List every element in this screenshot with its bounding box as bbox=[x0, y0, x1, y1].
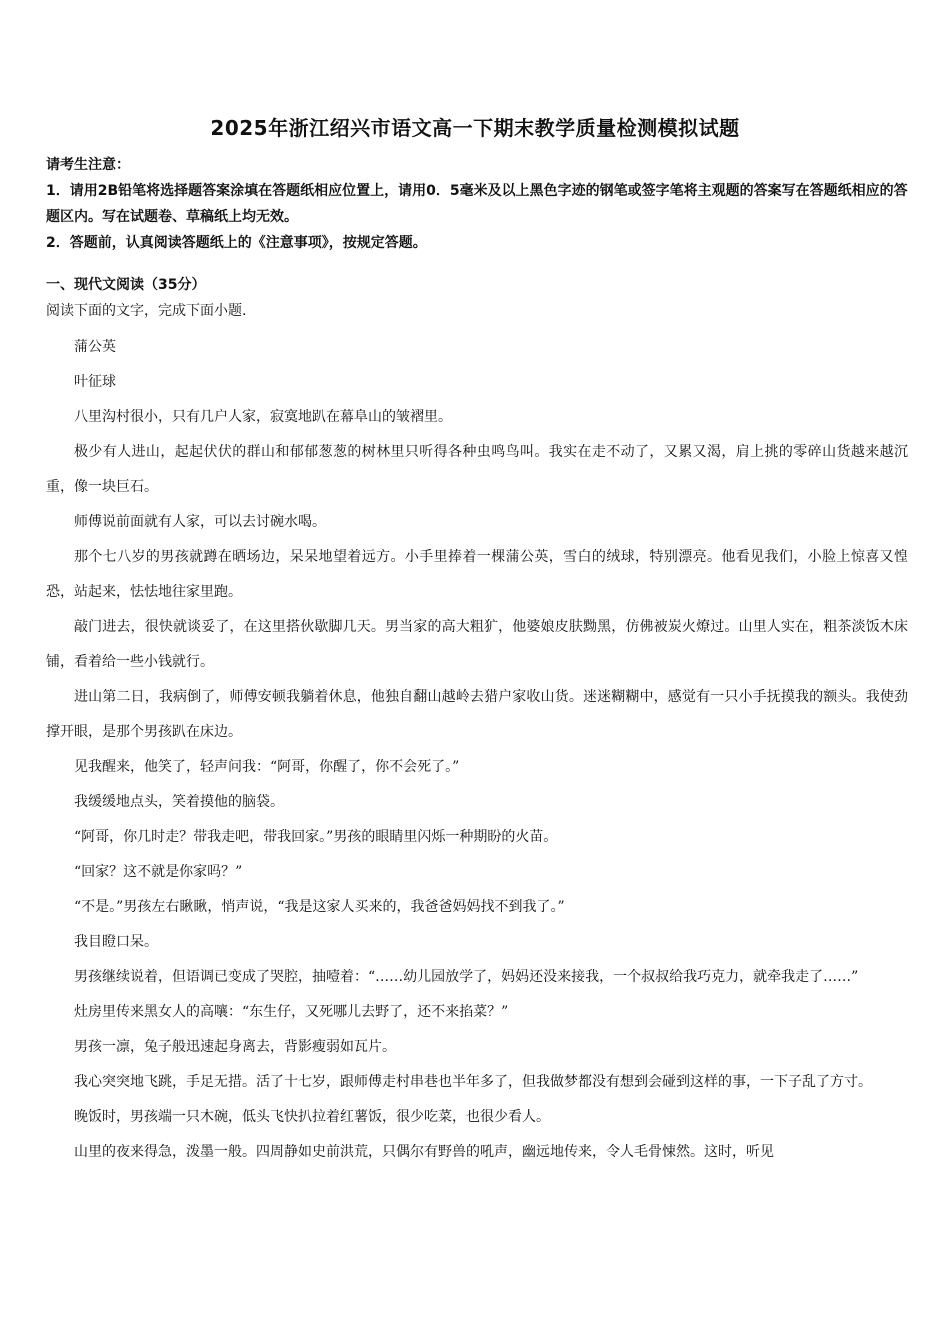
passage-paragraph: 男孩继续说着，但语调已变成了哭腔，抽噎着：“……幼儿园放学了，妈妈还没来接我，一个叔叔给我巧克力，就牵我走了……” bbox=[74, 969, 859, 985]
notice-heading: 请考生注意： bbox=[46, 157, 130, 173]
passage-paragraph: “不是。”男孩左右瞅瞅，悄声说，“我是这家人买来的，我爸爸妈妈找不到我了。” bbox=[74, 899, 565, 915]
passage-paragraph: 那个七八岁的男孩就蹲在晒场边，呆呆地望着远方。小手里捧着一棵蒲公英，雪白的绒球，特别漂亮。他看见我们，小脸上惊喜又惶恐，站起来，怯怯地往家里跑。 bbox=[46, 549, 908, 600]
passage-paragraph: 进山第二日，我病倒了，师傅安顿我躺着休息，他独自翻山越岭去猎户家收山货。迷迷糊糊中，感觉有一只小手抚摸我的额头。我使劲撑开眼，是那个男孩趴在床边。 bbox=[46, 689, 908, 740]
passage-paragraph: 我缓缓地点头，笑着摸他的脑袋。 bbox=[74, 794, 284, 810]
passage-paragraph: 极少有人进山，起起伏伏的群山和郁郁葱葱的树林里只听得各种虫鸣鸟叫。我实在走不动了，又累又渴，肩上挑的零碎山货越来越沉重，像一块巨石。 bbox=[46, 444, 908, 495]
passage-paragraph: 八里沟村很小，只有几户人家，寂寞地趴在幕阜山的皱褶里。 bbox=[74, 409, 452, 425]
passage-paragraph: “阿哥，你几时走？带我走吧，带我回家。”男孩的眼睛里闪烁一种期盼的火苗。 bbox=[74, 829, 558, 845]
passage-paragraph: 山里的夜来得急，泼墨一般。四周静如史前洪荒，只偶尔有野兽的吼声，幽远地传来，令人毛骨悚然。这时，听见 bbox=[74, 1144, 774, 1160]
exam-notice bbox=[46, 152, 916, 256]
reading-passage bbox=[46, 330, 908, 1170]
passage-author: 叶征球 bbox=[74, 374, 116, 390]
notice-item: 1．请用2B铅笔将选择题答案涂填在答题纸相应位置上，请用0．5毫米及以上黑色字迹的钢笔或签字笔将主观题的答案写在答题纸相应的答题区内。写在试题卷、草稿纸上均无效。 bbox=[46, 183, 908, 225]
passage-paragraph: 灶房里传来黑女人的高嚷：“东生仔，又死哪儿去野了，还不来掐菜？” bbox=[74, 1004, 509, 1020]
notice-item: 2．答题前，认真阅读答题纸上的《注意事项》，按规定答题。 bbox=[46, 235, 427, 251]
passage-paragraph: “回家？这不就是你家吗？” bbox=[74, 864, 243, 880]
passage-paragraph: 见我醒来，他笑了，轻声问我：“阿哥，你醒了，你不会死了。” bbox=[74, 759, 460, 775]
passage-title: 蒲公英 bbox=[74, 339, 116, 355]
passage-paragraph: 晚饭时，男孩端一只木碗，低头飞快扒拉着红薯饭，很少吃菜，也很少看人。 bbox=[74, 1109, 550, 1125]
section-intro: 阅读下面的文字，完成下面小题. bbox=[46, 303, 247, 319]
passage-paragraph: 师傅说前面就有人家，可以去讨碗水喝。 bbox=[74, 514, 326, 530]
section-heading: 一、现代文阅读（35分） bbox=[46, 277, 206, 293]
passage-paragraph: 我目瞪口呆。 bbox=[74, 934, 158, 950]
passage-paragraph: 男孩一凛，兔子般迅速起身离去，背影瘦弱如瓦片。 bbox=[74, 1039, 396, 1055]
page-title: 2025年浙江绍兴市语文高一下期末教学质量检测模拟试题 bbox=[210, 116, 740, 140]
passage-paragraph: 我心突突地飞跳，手足无措。活了十七岁，跟师傅走村串巷也半年多了，但我做梦都没有想到会碰到这样的事，一下子乱了方寸。 bbox=[74, 1074, 872, 1090]
passage-paragraph: 敲门进去，很快就谈妥了，在这里搭伙歇脚几天。男当家的高大粗犷，他婆娘皮肤黝黑，仿佛被炭火燎过。山里人实在，粗茶淡饭木床铺，看着给一些小钱就行。 bbox=[46, 619, 908, 670]
